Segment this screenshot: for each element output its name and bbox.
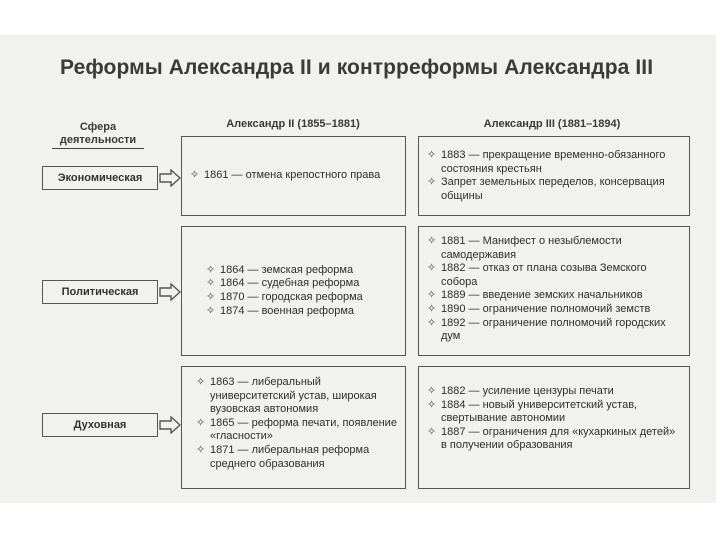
alexander2-spiritual-cell bbox=[181, 366, 406, 489]
counterreform-item: ✧ 1887 — ограничения для «кухаркиных детей» в получении образования bbox=[427, 425, 676, 452]
diamond-bullet-icon: ✧ bbox=[427, 385, 437, 397]
diamond-bullet-icon: ✧ bbox=[427, 289, 437, 302]
alexander2-economic-cell bbox=[181, 136, 406, 216]
category-spiritual-label: Духовная bbox=[73, 419, 127, 431]
alexander2-column-header: Александр II (1855–1881) bbox=[226, 118, 360, 130]
diamond-bullet-icon: ✧ bbox=[206, 277, 216, 290]
diamond-bullet-icon: ✧ bbox=[206, 291, 216, 303]
alexander2-political-cell bbox=[181, 226, 406, 356]
counterreform-item: ✧ 1883 — прекращение временно-обязанного состояния крестьян bbox=[427, 149, 666, 175]
alexander3-economic-cell bbox=[418, 136, 690, 216]
reform-item: ✧ 1871 — либеральная реформа среднего образования bbox=[196, 443, 370, 470]
category-economic-label: Экономическая bbox=[57, 172, 143, 184]
diamond-bullet-icon: ✧ bbox=[427, 302, 437, 315]
counterreform-item: ✧ Запрет земельных переделов, консервация общины bbox=[427, 176, 665, 202]
counterreform-item: ✧ 1882 — отказ от плана созыва Земского собора bbox=[427, 262, 647, 288]
alexander3-spiritual-cell bbox=[418, 366, 690, 489]
counterreform-item: ✧ 1889 — введение земских начальников bbox=[427, 289, 643, 302]
category-economic bbox=[42, 166, 158, 190]
alexander3-column-header: Александр III (1881–1894) bbox=[483, 118, 621, 130]
arrow-icon bbox=[159, 416, 181, 434]
arrow-icon bbox=[159, 283, 181, 301]
counterreform-item: ✧ 1892 — ограничение полномочий городских дум bbox=[427, 316, 666, 343]
diamond-bullet-icon: ✧ bbox=[206, 304, 216, 317]
diamond-bullet-icon: ✧ bbox=[427, 398, 437, 411]
reform-item: ✧ 1874 — военная реформа bbox=[206, 304, 355, 317]
diamond-bullet-icon: ✧ bbox=[427, 316, 437, 329]
diamond-bullet-icon: ✧ bbox=[206, 263, 216, 276]
diamond-bullet-icon: ✧ bbox=[190, 169, 200, 182]
reform-item: ✧ 1863 — либеральный университетский устав, широкая вузовская автономия bbox=[196, 376, 377, 416]
reform-item: ✧ 1861 — отмена крепостного права bbox=[190, 169, 381, 182]
page-title: Реформы Александра II и контрреформы Александра III bbox=[60, 56, 654, 79]
reform-item: ✧ 1864 — земская реформа bbox=[206, 263, 354, 276]
counterreform-item: ✧ 1882 — усиление цензуры печати bbox=[427, 385, 614, 397]
counterreform-item: ✧ 1890 — ограничение полномочий земств bbox=[427, 302, 651, 315]
diamond-bullet-icon: ✧ bbox=[427, 262, 437, 275]
diamond-bullet-icon: ✧ bbox=[427, 149, 437, 161]
sphere-column-header bbox=[52, 121, 144, 149]
alexander3-political-cell bbox=[418, 226, 690, 356]
reform-item: ✧ 1864 — судебная реформа bbox=[206, 277, 360, 290]
diamond-bullet-icon: ✧ bbox=[196, 443, 206, 456]
diamond-bullet-icon: ✧ bbox=[427, 176, 437, 189]
sphere-header-label: Сфера деятельности bbox=[52, 121, 144, 149]
reform-item: ✧ 1870 — городская реформа bbox=[206, 291, 363, 303]
category-political-label: Политическая bbox=[61, 286, 139, 298]
category-political bbox=[42, 280, 158, 304]
reform-item: ✧ 1865 — реформа печати, появление «гласности» bbox=[196, 416, 397, 443]
arrow-icon bbox=[159, 169, 181, 187]
diamond-bullet-icon: ✧ bbox=[196, 376, 206, 388]
diamond-bullet-icon: ✧ bbox=[196, 416, 206, 429]
counterreform-item: ✧ 1884 — новый университетский устав, свертывание автономии bbox=[427, 398, 638, 425]
category-spiritual bbox=[42, 413, 158, 437]
counterreform-item: ✧ 1881 — Манифест о незыблемости самодержавия bbox=[427, 235, 622, 261]
diamond-bullet-icon: ✧ bbox=[427, 425, 437, 438]
diamond-bullet-icon: ✧ bbox=[427, 235, 437, 247]
